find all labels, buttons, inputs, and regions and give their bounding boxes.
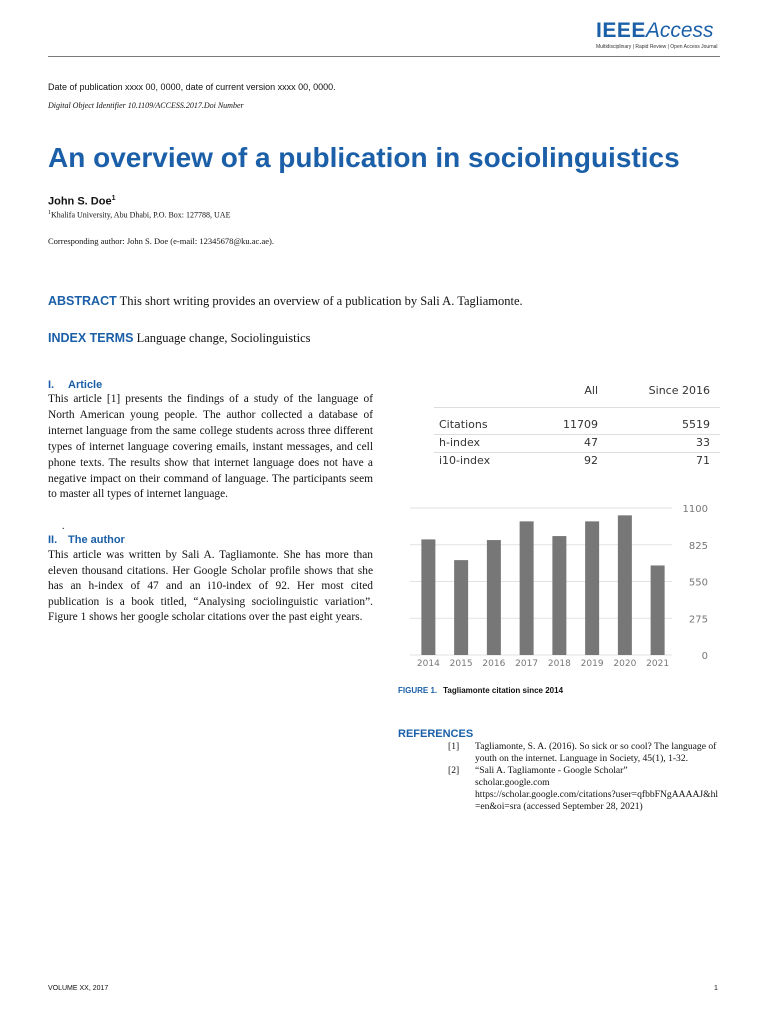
bar-2019 xyxy=(585,521,599,655)
section-heading-article xyxy=(48,379,102,391)
ieee-access-logo xyxy=(596,20,726,54)
x-tick-label: 2018 xyxy=(547,659,571,668)
reference-item xyxy=(448,765,720,813)
section-body-author: This article was written by Sali A. Tagliamonte. She has more than eleven thousand citations. Her Google Scholar profile shows that she has an h-index of 47 and an i10-index of 92. Her most cited publication is a book titled, “Analysing sociolinguistic variation”. Figure 1 shows her google scholar citations over the past eight years. xyxy=(48,549,373,624)
section-number: II. xyxy=(48,534,58,546)
publication-date: Date of publication xxxx 00, 0000, date of current version xxxx 00, 0000. xyxy=(48,82,336,92)
figure-label: FIGURE 1. xyxy=(398,686,438,695)
metric-since: 71 xyxy=(696,454,710,467)
x-tick-label: 2021 xyxy=(646,659,670,668)
header-rule xyxy=(48,56,720,57)
x-tick-label: 2016 xyxy=(482,659,506,668)
figure-1 xyxy=(406,378,720,668)
metrics-row-i10-index xyxy=(406,454,720,472)
bar-2018 xyxy=(552,536,566,655)
author-sup: 1 xyxy=(111,195,116,202)
x-tick-label: 2015 xyxy=(449,659,473,668)
references-list xyxy=(448,741,720,813)
section-title: The author xyxy=(68,534,125,546)
y-tick-label: 1100 xyxy=(682,504,708,515)
logo-ieee-text: IEEE xyxy=(596,19,646,42)
x-tick-label: 2019 xyxy=(580,659,604,668)
reference-number: [2] xyxy=(448,765,460,776)
section-heading-author xyxy=(48,534,125,546)
reference-link: https://scholar.google.com/citations?user=qfbbFNgAAAAJ&hl=en&oi=sra (accessed September 28, 2021) xyxy=(475,789,719,812)
metric-since: 33 xyxy=(696,436,710,449)
reference-line: Tagliamonte, S. A. (2016). So sick or so cool? The language of youth on the internet. Language in Society, 45(1), 1-32. xyxy=(475,741,717,764)
metric-since: 5519 xyxy=(682,418,710,431)
reference-number: [1] xyxy=(448,741,460,752)
affiliation-text: Khalifa University, Abu Dhabi, P.O. Box: 127788, UAE xyxy=(51,210,231,220)
affiliation xyxy=(48,210,230,220)
metric-all: 47 xyxy=(584,436,598,449)
metric-all: 92 xyxy=(584,454,598,467)
figure-caption-text: Tagliamonte citation since 2014 xyxy=(443,686,564,695)
reference-line: scholar.google.com xyxy=(475,777,550,788)
reference-line: “Sali A. Tagliamonte - Google Scholar” xyxy=(475,765,628,776)
y-tick-label: 0 xyxy=(701,651,708,662)
paper-title: An overview of a publication in sociolinguistics xyxy=(48,142,680,173)
metric-name: h-index xyxy=(439,436,481,449)
affiliation-sup: 1 xyxy=(48,210,51,216)
abstract-label: ABSTRACT xyxy=(48,294,117,308)
x-tick-label: 2014 xyxy=(416,659,440,668)
bar-2014 xyxy=(421,539,435,655)
metrics-header-all: All xyxy=(584,384,598,397)
logo-tagline: Multidisciplinary | Rapid Review | Open Access Journal xyxy=(596,44,718,50)
x-tick-label: 2020 xyxy=(613,659,637,668)
bar-2020 xyxy=(618,515,632,655)
metric-name: Citations xyxy=(439,418,488,431)
bar-2016 xyxy=(487,540,501,655)
bar-2015 xyxy=(454,560,468,655)
stray-dot: . xyxy=(62,521,65,532)
abstract xyxy=(48,294,523,309)
metric-name: i10-index xyxy=(439,454,491,467)
footer-volume: VOLUME XX, 2017 xyxy=(48,985,109,992)
references-heading: REFERENCES xyxy=(398,728,474,740)
doi-line: Digital Object Identifier 10.1109/ACCESS.2017.Doi Number xyxy=(48,101,244,110)
index-terms-label: INDEX TERMS xyxy=(48,331,134,345)
metrics-header-since: Since 2016 xyxy=(648,384,710,397)
metrics-separator xyxy=(434,434,720,435)
metrics-header-row xyxy=(406,384,720,402)
reference-item xyxy=(448,741,720,765)
section-body-article: This article [1] presents the findings of a study of the language of North American young people. The author collected a database of internet language from the same college students across three different types of internet language covering emails, instant messages, and cell phone texts. The results show that internet language does not have a negative impact on their command of language. The participants seem to master all types of internet language. xyxy=(48,393,373,501)
y-tick-label: 550 xyxy=(688,577,708,589)
index-terms-text: Language change, Sociolinguistics xyxy=(136,331,311,345)
footer-page-number: 1 xyxy=(714,985,718,992)
index-terms xyxy=(48,331,310,346)
author-name-text: John S. Doe xyxy=(48,195,112,208)
abstract-text: This short writing provides an overview of a publication by Sali A. Tagliamonte. xyxy=(119,294,523,308)
logo-access-text: Access xyxy=(645,19,714,42)
metrics-separator xyxy=(434,407,720,408)
citations-bar-chart xyxy=(406,498,720,668)
figure-caption xyxy=(398,686,563,695)
section-number: I. xyxy=(48,379,55,391)
y-tick-label: 275 xyxy=(688,614,708,626)
bar-2017 xyxy=(520,521,534,655)
metric-all: 11709 xyxy=(563,418,598,431)
corresponding-author: Corresponding author: John S. Doe (e-mail: 12345678@ku.ac.ae). xyxy=(48,236,274,246)
bar-2021 xyxy=(651,565,665,655)
author-name xyxy=(48,195,115,208)
x-tick-label: 2017 xyxy=(515,659,539,668)
y-tick-label: 825 xyxy=(688,540,708,552)
section-title: Article xyxy=(68,379,103,391)
metrics-separator xyxy=(434,452,720,453)
